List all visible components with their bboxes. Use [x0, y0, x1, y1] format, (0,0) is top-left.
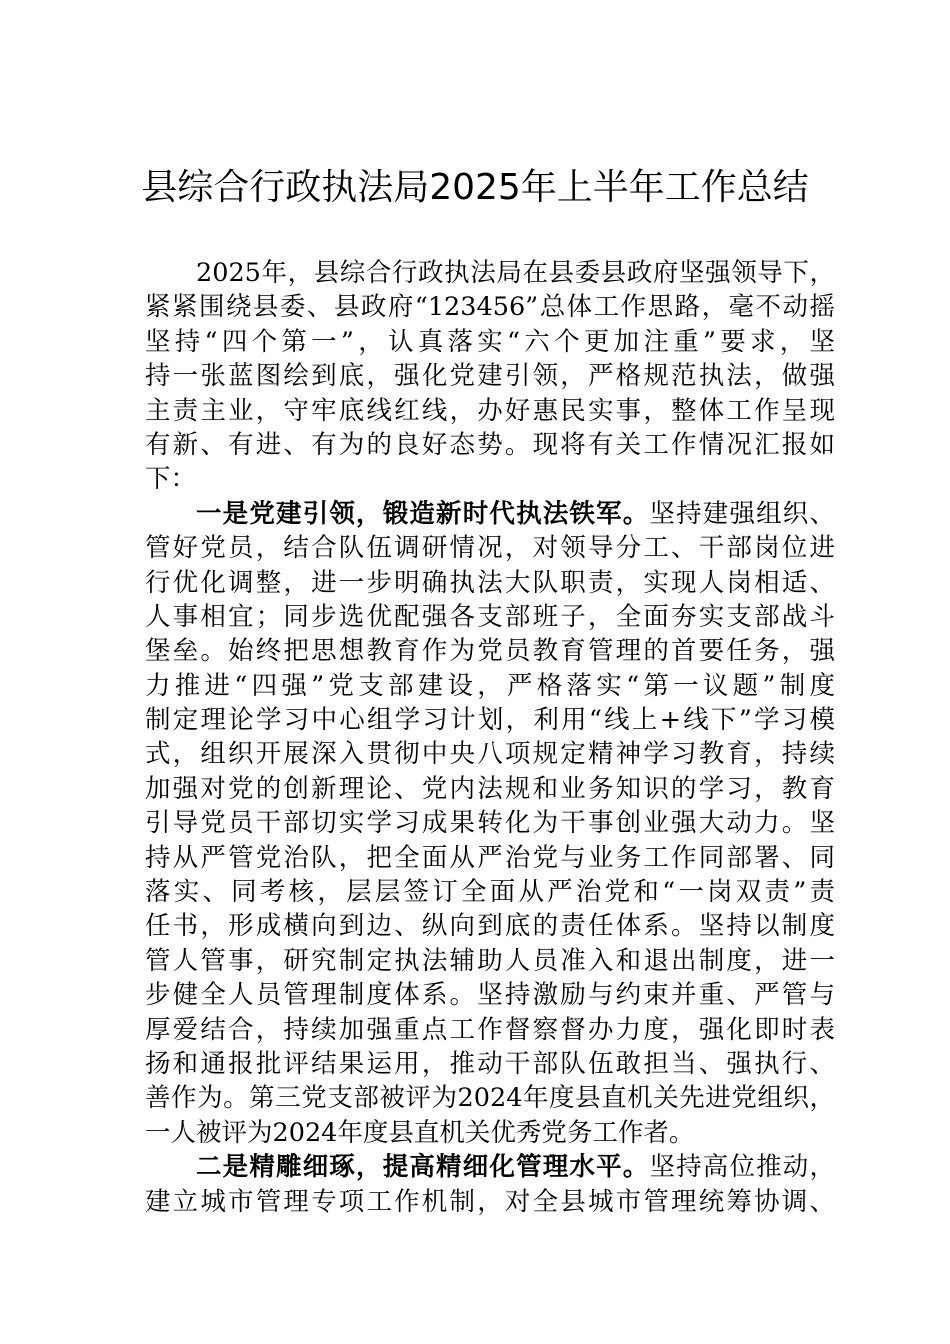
- paragraph-line: [145, 806, 835, 840]
- line-text: 力推进“四强”党支部建设，严格落实“第一议题”制度: [145, 670, 835, 701]
- paragraph-line: [145, 737, 835, 771]
- paragraph-line: [145, 1081, 835, 1115]
- line-text: 主责主业，守牢底线红线，办好惠民实事，整体工作呈现: [145, 395, 835, 426]
- line-text: 加强对党的创新理论、党内法规和业务知识的学习，教育: [145, 773, 835, 804]
- paragraph-line: [145, 944, 835, 978]
- paragraph-line: [145, 634, 835, 668]
- paragraph-line: [145, 428, 835, 462]
- paragraph-line: [145, 566, 835, 600]
- line-text: 厚爱结合，持续加强重点工作督察督办力度，强化即时表: [145, 1014, 835, 1045]
- line-text: 下：: [145, 464, 197, 495]
- paragraph-line: [145, 1013, 835, 1047]
- line-text: 持一张蓝图绘到底，强化党建引领，严格规范执法，做强: [145, 361, 835, 392]
- paragraph-line: [145, 290, 835, 324]
- paragraph-line: [145, 669, 835, 703]
- paragraph-line: [145, 359, 835, 393]
- paragraph-line: [145, 531, 835, 565]
- line-text: 紧紧围绕县委、县政府“123456”总体工作思路，毫不动摇: [145, 292, 835, 323]
- line-text: 落实、同考核，层层签订全面从严治党和“一岗双责”责: [145, 877, 835, 908]
- paragraph-line: [145, 1047, 835, 1081]
- paragraph-line: [145, 978, 835, 1012]
- section-heading: 二是精雕细琢，提高精细化管理水平。: [196, 1152, 650, 1183]
- line-text: 坚持高位推动，: [649, 1152, 835, 1183]
- line-text: 任书，形成横向到边、纵向到底的责任体系。坚持以制度: [145, 911, 835, 942]
- paragraph-line: [145, 841, 835, 875]
- paragraph-line: [145, 703, 835, 737]
- document-title: 县综合行政执法局2025年上半年工作总结: [141, 167, 809, 208]
- paragraph-line: [145, 256, 835, 290]
- line-text: 2025年，县综合行政执法局在县委县政府坚强领导下，: [196, 258, 835, 288]
- paragraph-line: [145, 875, 835, 909]
- paragraph-line: [145, 600, 835, 634]
- line-text: 善作为。第三党支部被评为2024年度县直机关先进党组织，: [145, 1083, 835, 1114]
- paragraph-line: [145, 1185, 835, 1219]
- paragraph-line: [145, 462, 835, 496]
- line-text: 制定理论学习中心组学习计划，利用“线上+线下”学习模: [145, 705, 835, 736]
- line-text: 管人管事，研究制定执法辅助人员准入和退出制度，进一: [145, 945, 835, 976]
- line-text: 持从严管党治队，把全面从严治党与业务工作同部署、同: [145, 842, 835, 873]
- line-text: 行优化调整，进一步明确执法大队职责，实现人岗相适、: [145, 567, 835, 598]
- paragraph-line: [145, 909, 835, 943]
- section-heading: 一是党建引领，锻造新时代执法铁军。: [196, 498, 650, 529]
- paragraph-line: [145, 772, 835, 806]
- line-text: 引导党员干部切实学习成果转化为干事创业强大动力。坚: [145, 808, 835, 839]
- paragraph-line: [145, 325, 835, 359]
- line-text: 人事相宜；同步选优配强各支部班子，全面夯实支部战斗: [145, 601, 835, 632]
- line-text: 堡垒。始终把思想教育作为党员教育管理的首要任务，强: [145, 636, 835, 667]
- line-text: 坚持建强组织、: [649, 498, 835, 529]
- line-text: 管好党员，结合队伍调研情况，对领导分工、干部岗位进: [145, 533, 835, 564]
- paragraph-line: [145, 394, 835, 428]
- line-text: 扬和通报批评结果运用，推动干部队伍敢担当、强执行、: [145, 1048, 835, 1079]
- line-text: 一人被评为2024年度县直机关优秀党务工作者。: [145, 1117, 695, 1148]
- paragraph-line: [145, 1150, 835, 1184]
- line-text: 有新、有进、有为的良好态势。现将有关工作情况汇报如: [145, 429, 835, 460]
- line-text: 步健全人员管理制度体系。坚持激励与约束并重、严管与: [145, 980, 835, 1011]
- paragraph-line: [145, 1116, 835, 1150]
- document-body: [145, 256, 835, 1219]
- line-text: 建立城市管理专项工作机制，对全县城市管理统筹协调、: [145, 1186, 835, 1217]
- line-text: 坚持“四个第一”，认真落实“六个更加注重”要求，坚: [145, 326, 835, 357]
- paragraph-line: [145, 497, 835, 531]
- line-text: 式，组织开展深入贯彻中央八项规定精神学习教育，持续: [145, 739, 835, 770]
